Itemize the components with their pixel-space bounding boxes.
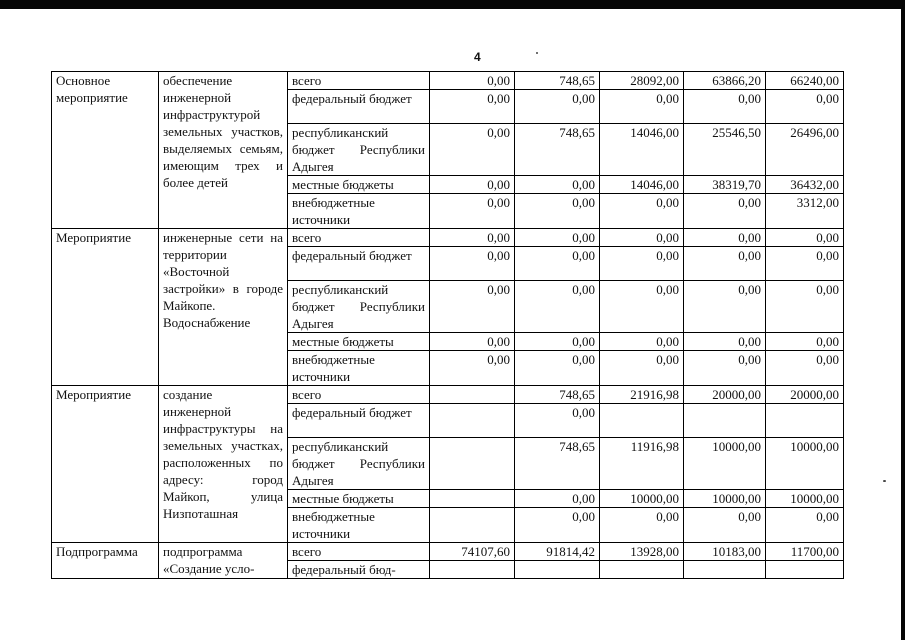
value-cell: 0,00 — [684, 194, 766, 229]
value-cell — [430, 438, 515, 490]
funding-source-cell — [288, 490, 430, 508]
value-cell — [766, 561, 844, 579]
funding-source-label: всего — [292, 387, 322, 402]
value-cell — [600, 404, 684, 438]
category-cell: Подпрограмма — [52, 543, 159, 579]
funding-source-cell — [288, 333, 430, 351]
value-cell: 0,00 — [430, 194, 515, 229]
value-cell: 0,00 — [684, 351, 766, 386]
value-cell: 91814,42 — [515, 543, 600, 561]
value-cell: 0,00 — [515, 333, 600, 351]
funding-source-label: местные бюджеты — [292, 491, 394, 506]
value-cell: 20000,00 — [766, 386, 844, 404]
value-cell: 10000,00 — [766, 438, 844, 490]
value-cell: 0,00 — [515, 229, 600, 247]
funding-source-label: федеральный бюджет — [292, 405, 412, 420]
value-cell: 0,00 — [766, 229, 844, 247]
value-cell: 0,00 — [430, 281, 515, 333]
funding-source-cell — [288, 508, 430, 543]
value-cell: 10183,00 — [684, 543, 766, 561]
value-cell: 0,00 — [515, 490, 600, 508]
value-cell: 0,00 — [430, 247, 515, 281]
value-cell: 0,00 — [600, 229, 684, 247]
description-cell: подпрограмма «Создание усло- — [159, 543, 288, 579]
scan-speck — [883, 480, 886, 482]
value-cell: 0,00 — [600, 281, 684, 333]
value-cell: 0,00 — [766, 281, 844, 333]
funding-source-cell — [288, 561, 430, 579]
value-cell: 0,00 — [515, 90, 600, 124]
value-cell: 0,00 — [600, 247, 684, 281]
value-cell — [430, 490, 515, 508]
value-cell: 0,00 — [515, 194, 600, 229]
value-cell: 0,00 — [430, 229, 515, 247]
value-cell: 0,00 — [684, 508, 766, 543]
funding-source-cell — [288, 281, 430, 333]
value-cell: 11700,00 — [766, 543, 844, 561]
value-cell: 0,00 — [684, 247, 766, 281]
category-cell: Основное мероприятие — [52, 72, 159, 229]
table-row — [52, 229, 844, 247]
value-cell: 748,65 — [515, 72, 600, 90]
value-cell: 0,00 — [515, 176, 600, 194]
value-cell: 0,00 — [515, 404, 600, 438]
funding-source-label: внебюджетные источники — [292, 509, 375, 541]
page-number: 4 — [474, 50, 481, 64]
value-cell: 63866,20 — [684, 72, 766, 90]
funding-source-label: внебюджетные источники — [292, 195, 375, 227]
value-cell: 0,00 — [684, 229, 766, 247]
value-cell: 11916,98 — [600, 438, 684, 490]
value-cell: 0,00 — [600, 90, 684, 124]
value-cell: 0,00 — [766, 90, 844, 124]
funding-source-cell — [288, 438, 430, 490]
value-cell: 0,00 — [430, 333, 515, 351]
funding-source-label: всего — [292, 73, 322, 88]
value-cell: 0,00 — [600, 194, 684, 229]
funding-source-cell — [288, 386, 430, 404]
value-cell: 38319,70 — [684, 176, 766, 194]
value-cell: 66240,00 — [766, 72, 844, 90]
funding-source-label: республиканский бюджет Республики Адыгея — [292, 439, 425, 488]
funding-source-label: федеральный бюджет — [292, 91, 412, 106]
value-cell: 74107,60 — [430, 543, 515, 561]
value-cell: 10000,00 — [684, 438, 766, 490]
value-cell: 0,00 — [430, 72, 515, 90]
value-cell: 36432,00 — [766, 176, 844, 194]
category-cell: Мероприятие — [52, 386, 159, 543]
budget-table — [51, 71, 844, 579]
funding-source-label: местные бюджеты — [292, 334, 394, 349]
funding-source-label: всего — [292, 230, 322, 245]
funding-source-cell — [288, 543, 430, 561]
value-cell: 21916,98 — [600, 386, 684, 404]
value-cell: 10000,00 — [766, 490, 844, 508]
value-cell: 0,00 — [684, 90, 766, 124]
value-cell — [515, 561, 600, 579]
value-cell: 14046,00 — [600, 124, 684, 176]
description-cell: создание инженерной инфраструктуры на земельных участках, расположенных по адресу: город Майкоп, улица Низпоташная — [159, 386, 288, 543]
value-cell — [684, 404, 766, 438]
funding-source-label: всего — [292, 544, 322, 559]
value-cell: 748,65 — [515, 386, 600, 404]
value-cell: 0,00 — [515, 247, 600, 281]
scan-edge-top — [0, 0, 905, 9]
category-cell: Мероприятие — [52, 229, 159, 386]
funding-source-label: федеральный бюджет — [292, 248, 412, 263]
funding-source-label: республиканский бюджет Республики Адыгея — [292, 125, 425, 174]
table-row — [52, 386, 844, 404]
description-cell: инженерные сети на территории «Восточной застройки» в городе Майкопе. Водоснабжение — [159, 229, 288, 386]
funding-source-cell — [288, 90, 430, 124]
value-cell: 0,00 — [684, 281, 766, 333]
value-cell: 0,00 — [515, 351, 600, 386]
value-cell: 0,00 — [766, 351, 844, 386]
funding-source-cell — [288, 351, 430, 386]
description-cell: обеспечение инженерной инфраструктурой земельных участков, выделяемых семьям, имеющим трех и более детей — [159, 72, 288, 229]
value-cell: 0,00 — [600, 333, 684, 351]
value-cell: 28092,00 — [600, 72, 684, 90]
scan-edge-right — [901, 0, 905, 640]
funding-source-cell — [288, 404, 430, 438]
funding-source-cell — [288, 194, 430, 229]
funding-source-label: федеральный бюд- — [292, 562, 396, 577]
scan-speck — [536, 52, 538, 54]
value-cell: 3312,00 — [766, 194, 844, 229]
value-cell — [600, 561, 684, 579]
funding-source-cell — [288, 124, 430, 176]
value-cell: 0,00 — [600, 508, 684, 543]
value-cell — [430, 386, 515, 404]
funding-source-label: местные бюджеты — [292, 177, 394, 192]
funding-source-label: республиканский бюджет Республики Адыгея — [292, 282, 425, 331]
table-row — [52, 543, 844, 561]
value-cell: 13928,00 — [600, 543, 684, 561]
value-cell: 0,00 — [515, 508, 600, 543]
value-cell: 748,65 — [515, 438, 600, 490]
value-cell: 0,00 — [766, 508, 844, 543]
value-cell: 0,00 — [600, 351, 684, 386]
value-cell: 0,00 — [684, 333, 766, 351]
value-cell: 0,00 — [766, 247, 844, 281]
funding-source-cell — [288, 176, 430, 194]
value-cell: 748,65 — [515, 124, 600, 176]
value-cell: 10000,00 — [684, 490, 766, 508]
value-cell: 0,00 — [430, 90, 515, 124]
value-cell: 0,00 — [766, 333, 844, 351]
funding-source-cell — [288, 247, 430, 281]
value-cell: 26496,00 — [766, 124, 844, 176]
funding-source-cell — [288, 72, 430, 90]
value-cell — [684, 561, 766, 579]
value-cell — [430, 508, 515, 543]
funding-source-label: внебюджетные источники — [292, 352, 375, 384]
value-cell — [430, 404, 515, 438]
value-cell: 14046,00 — [600, 176, 684, 194]
value-cell: 20000,00 — [684, 386, 766, 404]
value-cell: 25546,50 — [684, 124, 766, 176]
value-cell: 0,00 — [430, 176, 515, 194]
table-row — [52, 72, 844, 90]
value-cell — [430, 561, 515, 579]
value-cell — [766, 404, 844, 438]
value-cell: 0,00 — [430, 351, 515, 386]
value-cell: 10000,00 — [600, 490, 684, 508]
value-cell: 0,00 — [430, 124, 515, 176]
funding-source-cell — [288, 229, 430, 247]
value-cell: 0,00 — [515, 281, 600, 333]
